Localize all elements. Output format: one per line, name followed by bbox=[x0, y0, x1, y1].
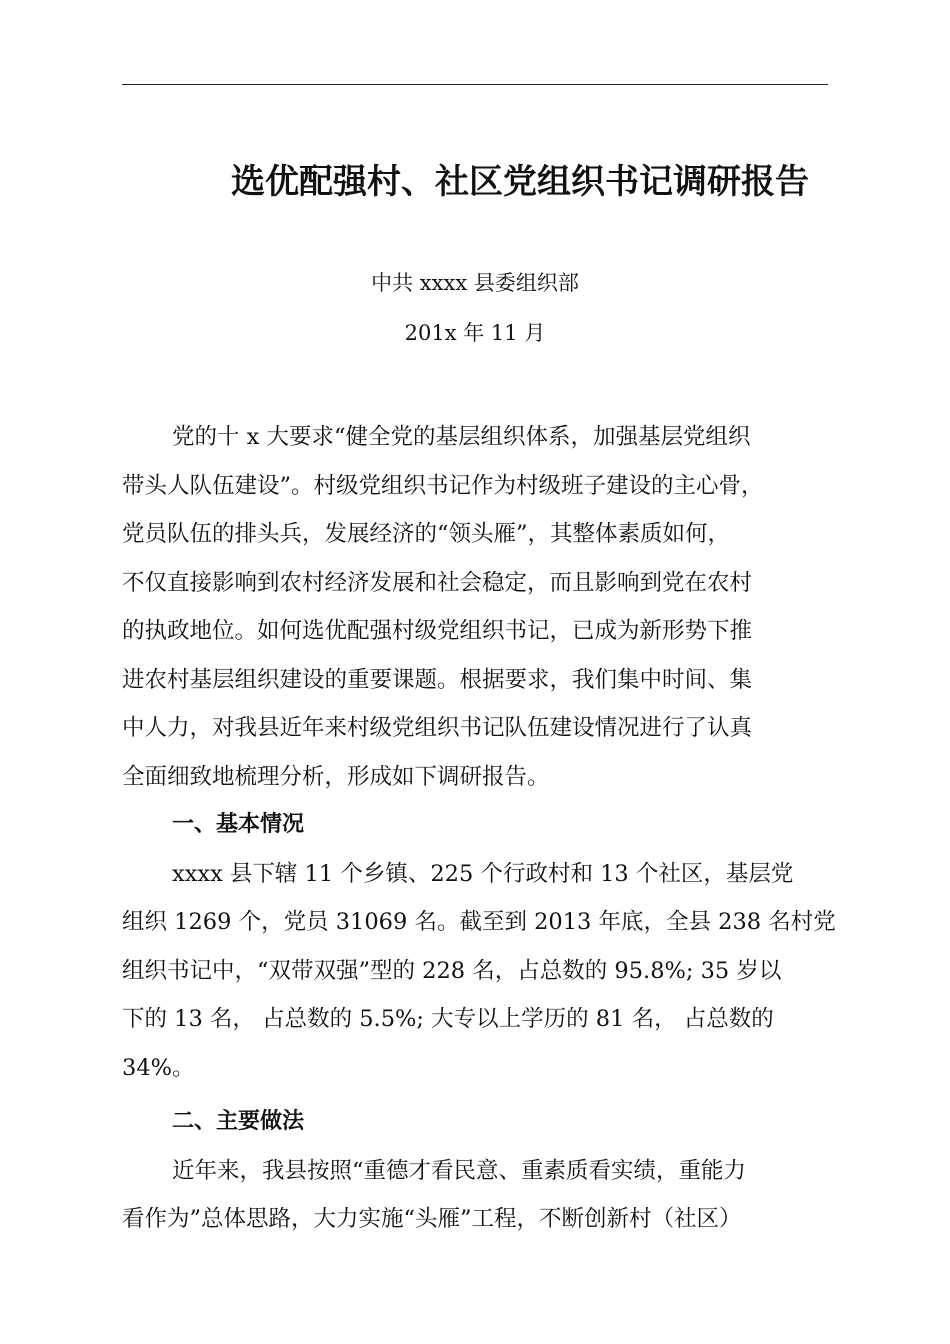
paragraph-line: 下的 13 名， 占总数的 5.5%; 大专以上学历的 81 名， 占总数的 bbox=[122, 1006, 774, 1032]
issuing-organization: 中共 xxxx 县委组织部 bbox=[371, 271, 579, 295]
paragraph-line: 带头人队伍建设”。村级党组织书记作为村级班子建设的主心骨， bbox=[122, 472, 764, 499]
intro-paragraph bbox=[122, 413, 834, 801]
paragraph-line: 组织 1269 个，党员 31069 名。截至到 2013 年底，全县 238 名村党 bbox=[122, 909, 836, 935]
section-heading-basic-situation: 一、基本情况 bbox=[172, 812, 305, 837]
paragraph-line: 不仅直接影响到农村经济发展和社会稳定，而且影响到党在农村 bbox=[122, 569, 753, 596]
paragraph-line: 近年来，我县按照“重德才看民意、重素质看实绩，重能力 bbox=[172, 1157, 747, 1184]
issue-date: 201x 年 11 月 bbox=[404, 321, 546, 345]
main-practices-paragraph bbox=[122, 1147, 834, 1244]
paragraph-line: 的执政地位。如何选优配强村级党组织书记，已成为新形势下推 bbox=[122, 618, 753, 644]
paragraph-line: 进农村基层组织建设的重要课题。根据要求，我们集中时间、集 bbox=[122, 666, 753, 693]
document-title: 选优配强村、社区党组织书记调研报告 bbox=[231, 162, 809, 202]
paragraph-line: 中人力，对我县近年来村级党组织书记队伍建设情况进行了认真 bbox=[122, 715, 753, 741]
paragraph-line: 全面细致地梳理分析，形成如下调研报告。 bbox=[122, 763, 550, 790]
paragraph-line: 34%。 bbox=[122, 1054, 195, 1081]
paragraph-line: 党员队伍的排头兵，发展经济的“领头雁”，其整体素质如何， bbox=[122, 521, 731, 547]
paragraph-line: xxxx 县下辖 11 个乡镇、225 个行政村和 13 个社区，基层党 bbox=[172, 860, 794, 887]
paragraph-line: 党的十 x 大要求“健全党的基层组织体系，加强基层党组织 bbox=[172, 424, 751, 450]
paragraph-line: 组织书记中，“双带双强”型的 228 名，占总数的 95.8%; 35 岁以 bbox=[122, 957, 782, 984]
header-rule bbox=[122, 84, 828, 85]
section-heading-main-practices: 二、主要做法 bbox=[172, 1109, 305, 1134]
basic-situation-paragraph bbox=[122, 850, 834, 1093]
paragraph-line: 看作为”总体思路，大力实施“头雁”工程，不断创新村（社区） bbox=[122, 1206, 742, 1232]
document-body bbox=[122, 413, 834, 1244]
